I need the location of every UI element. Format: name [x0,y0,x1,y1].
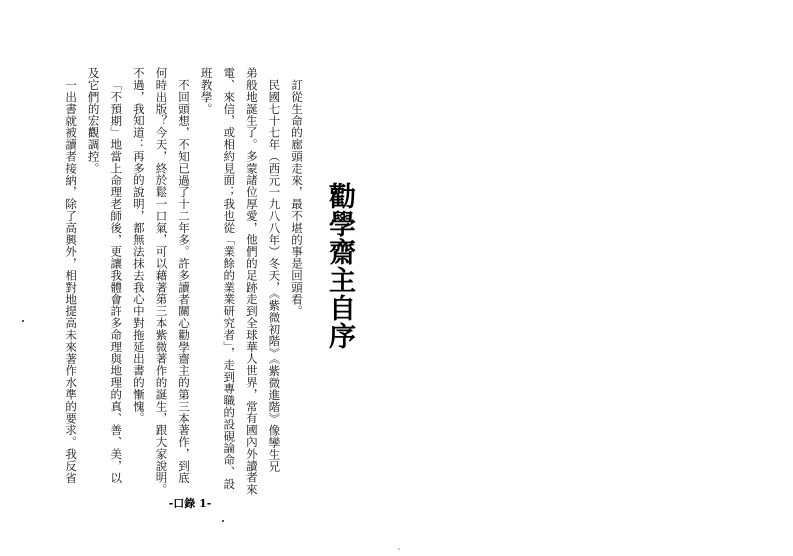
scan-speck [222,520,224,522]
scan-speck [398,548,400,550]
scan-speck [22,320,24,322]
text-line: 一出書就被讀者接納，除了高興外，相對地提高未來著作水準的要求。我反省 [64,79,79,484]
page-title: 勸學齋主自序 [324,182,355,350]
text-line: 不過，我知道：再多的說明，都無法抹去我心中對拖延出書的慚愧。 [131,67,146,424]
preface-body [60,67,308,497]
text-line: 何時出版？今天，終於鬆一口氣，可以藉著第三本紫微著作的誕生，跟大家說明。 [154,67,169,496]
page-number: -口錄 1- [168,497,212,510]
text-line: 「不預期」地當上命理老師後，更讓我體會許多命理與地理的真、善、美，以 [109,79,124,484]
text-line: 電、來信，或相約見面；我也從「業餘的業業研究者」，走到專職的設硯論命、設 [222,67,237,490]
text-line: 及它們的宏觀調控。 [86,67,101,175]
text-line: 訂從生命的廊頭走來，最不堪的事是回頭看。 [290,79,304,317]
text-line: 弟般地誕生了。多蒙諸位厚愛，他們的足跡走到全球華人世界，常有國內外讀者來 [244,67,259,496]
text-line: 班教學。 [199,67,214,115]
text-line: 不回頭想，不知已過了十二年多。許多讀者關心勸學齋主的第三本著作，到底 [177,79,192,484]
text-line: 民國七十七年（西元一九八八年）冬天，《紫微初階》《紫微進階》像孿生兄 [267,79,282,473]
